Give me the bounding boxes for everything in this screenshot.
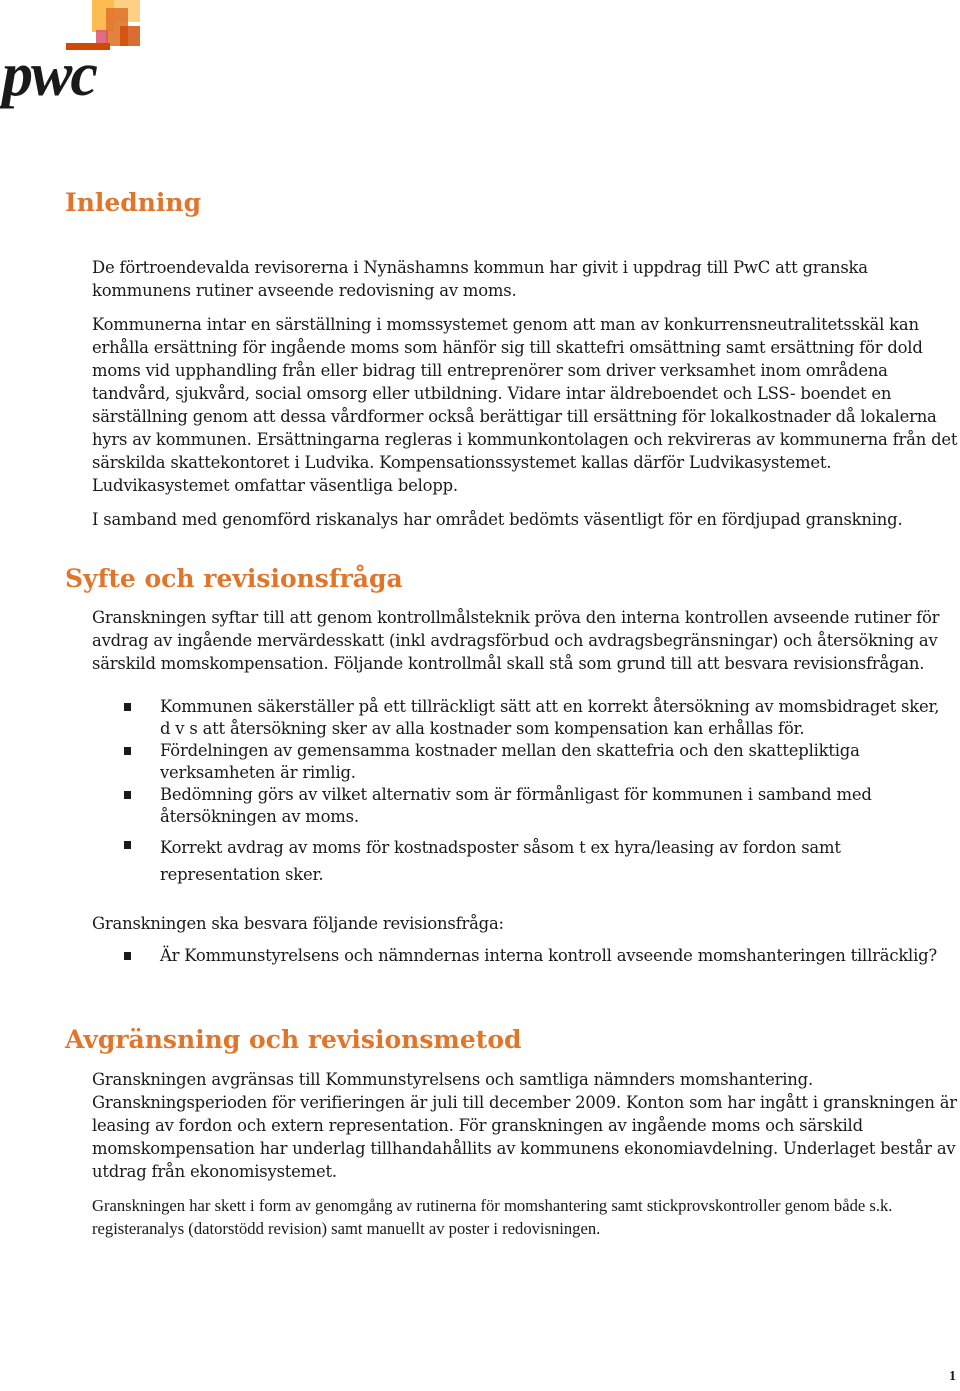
bullet-square-icon <box>124 791 131 799</box>
heading-inledning: Inledning <box>65 188 202 217</box>
inledning-paragraph-2: Kommunerna intar en särställning i momssystemet genom att man av konkurrensneutralitetsskäl kan erhålla ersättning för ingående moms som hänför sig till skattefri omsättning samt ersättning för dold moms vid upphandling från eller bidrag till entreprenörer som driver verksamhet inom områdena tandvård, sjukvård, social omsorg eller utbildning. Vidare intar äldreboendet och LSS- boendet en särställning genom att dessa vårdformer också berättigar till ersättning för lokalkostnader då lokalerna hyrs av kommunen. Ersättningarna regleras i kommunkontolagen och rekvireras av kommunerna från det särskilda skattekontoret i Ludvika. Kompensationssystemet kallas därför Ludvikasystemet. Ludvikasystemet omfattar väsentliga belopp. <box>92 315 958 495</box>
avgransning-paragraph-1: Granskningen avgränsas till Kommunstyrelsens och samtliga nämnders momshantering. Granskningsperioden för verifieringen är juli till december 2009. Konton som har ingått i granskningen är leasing av fordon och extern representation. För granskningen av ingående moms och särskild momskompensation har underlag tillhandahållits av kommunens ekonomiavdelning. Underlaget består av utdrag från ekonomisystemet. <box>92 1070 957 1181</box>
bullet-square-icon <box>124 841 131 849</box>
pwc-logo-text: pwc <box>2 41 96 109</box>
pwc-logo <box>0 0 150 110</box>
syfte-paragraph-2: Granskningen ska besvara följande revisionsfråga: <box>92 914 504 933</box>
heading-avgransning: Avgränsning och revisionsmetod <box>65 1025 522 1054</box>
list-item: Är Kommunstyrelsens och nämndernas interna kontroll avseende momshanteringen tillräcklig? <box>92 945 952 967</box>
page-number: 1 <box>949 1369 956 1384</box>
inledning-paragraph-1: De förtroendevalda revisorerna i Nynäshamns kommun har givit i uppdrag till PwC att granska kommunens rutiner avseende redovisning av moms. <box>92 258 868 300</box>
avgransning-paragraph-2: Granskningen har skett i form av genomgång av rutinerna för momshantering samt stickprovskontroller genom både s.k. registeranalys (datorstödd revision) samt manuellt av poster i redovisningen. <box>92 1196 893 1238</box>
revisionsfraga-list <box>92 945 952 967</box>
bullet-square-icon <box>124 952 131 960</box>
heading-syfte: Syfte och revisionsfråga <box>65 564 403 593</box>
bullet-square-icon <box>124 703 131 711</box>
kontrollmal-list <box>92 696 952 888</box>
list-item: Bedömning görs av vilket alternativ som är förmånligast för kommunen i samband med återsökningen av moms. <box>92 784 952 828</box>
inledning-paragraph-3: I samband med genomförd riskanalys har området bedömts väsentligt för en fördjupad granskning. <box>92 510 903 529</box>
list-item: Kommunen säkerställer på ett tillräckligt sätt att en korrekt återsökning av momsbidraget sker, d v s att återsökning sker av alla kostnader som kompensation kan erhållas för. <box>92 696 952 740</box>
bullet-square-icon <box>124 747 131 755</box>
list-item: Fördelningen av gemensamma kostnader mellan den skattefria och den skattepliktiga verksamheten är rimlig. <box>92 740 952 784</box>
list-item: Korrekt avdrag av moms för kostnadsposter såsom t ex hyra/leasing av fordon samt representation sker. <box>92 834 952 888</box>
syfte-paragraph-1: Granskningen syftar till att genom kontrollmålsteknik pröva den interna kontrollen avseende rutiner för avdrag av ingående mervärdesskatt (inkl avdragsförbud och avdragsbegränsningar) och återsökning av särskild momskompensation. Följande kontrollmål skall stå som grund till att besvara revisionsfrågan. <box>92 608 940 673</box>
